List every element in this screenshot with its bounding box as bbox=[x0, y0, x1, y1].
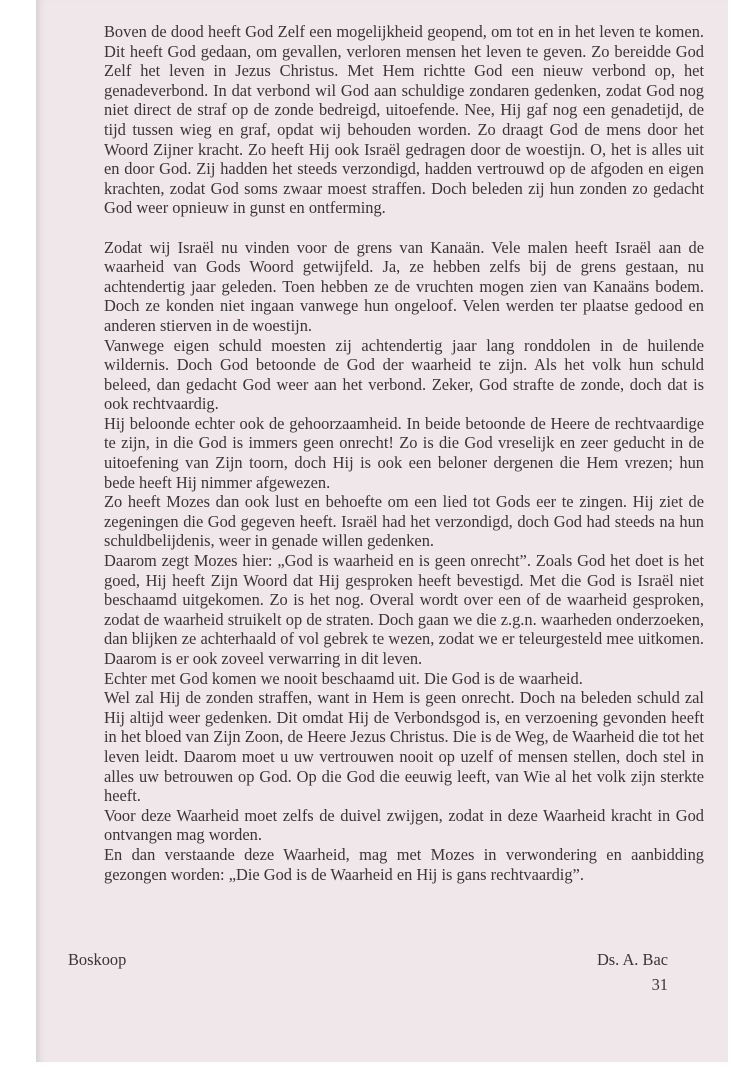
paragraph-gap bbox=[104, 218, 704, 238]
paragraph-9: Voor deze Waarheid moet zelfs de duivel zwijgen, zodat in deze Waarheid kracht in God ontvangen mag worden. bbox=[104, 805, 704, 845]
paragraph-1: Boven de dood heeft God Zelf een mogelijkheid geopend, om tot en in het leven te komen. Dit heeft God gedaan, om gevallen, verloren mensen het leven te geven. Zo bereidde God Zelf het leven in Jezus Christus. Met Hem richtte God een nieuw verbond op, het genadeverbond. In dat verbond wil God aan schuldige zondaren gedenken, zodat God nog niet direct de straf op de zonde bedreigd, uitoefende. Nee, Hij gaf nog een genadetijd, de tijd tussen wieg en graf, opdat wij behouden worden. Zo draagt God de mens door het Woord Zijner kracht. Zo heeft Hij ook Israël gedragen door de woestijn. O, het is alles uit en door God. Zij hadden het steeds verzondigd, hadden vertrouwd op de afgoden en eigen krachten, zodat God soms zwaar moest straffen. Doch beleden zij hun zonden zo gedacht God weer opnieuw in gunst en ontferming. bbox=[104, 22, 704, 218]
place-name: Boskoop bbox=[68, 950, 127, 969]
article-body bbox=[104, 22, 704, 884]
signature-row bbox=[68, 950, 668, 970]
paragraph-8: Wel zal Hij de zonden straffen, want in Hem is geen onrecht. Doch na beleden schuld zal Hij altijd weer gedenken. Dit omdat Hij de Verbondsgod is, en verzoening gevonden heeft in het bloed van Zijn Zoon, de Heere Jezus Christus. Die is de Weg, de Waarheid die tot het leven leidt. Daarom moet u uw vertrouwen nooit op uzelf of mensen stellen, doch stel in alles uw betrouwen op God. Op die God die eeuwig leeft, van Wie al het volk zijn sterkte heeft. bbox=[104, 688, 704, 806]
page-footer bbox=[68, 950, 668, 994]
paragraph-6: Daarom zegt Mozes hier: „God is waarheid en is geen onrecht”. Zoals God het doet is het goed, Hij heeft Zijn Woord dat Hij gesproken heeft bevestigd. Met die God is Israël niet beschaamd uitgekomen. Zo is het nog. Overal wordt over een of de waarheid gesproken, zodat de waarheid struikelt op de straten. Doch gaan we die z.g.n. waarheden onderzoeken, dan blijken ze achterhaald of vol gebrek te wezen, zodat we er teleurgesteld mee uitkomen. Daarom is er ook zoveel verwarring in dit leven. bbox=[104, 551, 704, 668]
paragraph-2: Zodat wij Israël nu vinden voor de grens van Kanaän. Vele malen heeft Israël aan de waarheid van Gods Woord getwijfeld. Ja, ze hebben zelfs bij de grens gestaan, nu achtendertig jaar geleden. Toen hebben ze de vruchten mogen zien van Kanaäns bodem. Doch ze konden niet ingaan vanwege hun ongeloof. Velen werden ter plaatse gedood en anderen stierven in de woestijn. bbox=[104, 237, 704, 335]
paragraph-10: En dan verstaande deze Waarheid, mag met Mozes in verwondering en aanbidding gezongen worden: „Die God is de Waarheid en Hij is gans rechtvaardig”. bbox=[104, 844, 704, 884]
page-number: 31 bbox=[651, 974, 668, 994]
paragraph-3: Vanwege eigen schuld moesten zij achtendertig jaar lang ronddolen in de huilende wildernis. Doch God betoonde de God der waarheid te zijn. Als het volk hun schuld beleed, dan gedacht God weer aan het verbond. Zeker, God strafte de zonde, doch dat is ook rechtvaardig. bbox=[104, 335, 704, 414]
page-sheet bbox=[36, 0, 728, 1062]
paragraph-5: Zo heeft Mozes dan ook lust en behoefte om een lied tot Gods eer te zingen. Hij ziet de zegeningen die God gegeven heeft. Israël had het verzondigd, doch God had steeds na hun schuldbelijdenis, weer in genade willen gedenken. bbox=[104, 492, 704, 551]
paragraph-4: Hij beloonde echter ook de gehoorzaamheid. In beide betoonde de Heere de rechtvaardige te zijn, in die God is immers geen onrecht! Zo is die God vreselijk en zeer geducht in de uitoefening van Zijn toorn, doch Hij is ook een beloner dergenen die Hem vrezen; hun bede heeft Hij nimmer afgewezen. bbox=[104, 413, 704, 492]
paragraph-7: Echter met God komen we nooit beschaamd uit. Die God is de waarheid. bbox=[104, 668, 583, 688]
author-name: Ds. A. Bac bbox=[596, 950, 668, 969]
